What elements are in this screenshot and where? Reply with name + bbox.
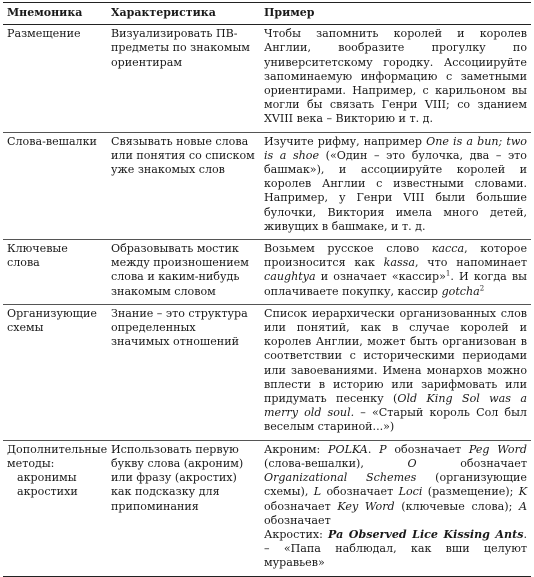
text-run: – «Старый король Сол был веселым стариной...») [264, 406, 527, 434]
cell-mnemonic: Ключевые слова [7, 242, 68, 270]
mnemonics-table [3, 2, 531, 577]
text-run-italic: A [518, 499, 527, 513]
text-run: Акростих: [264, 527, 329, 541]
text-run: (организующие схемы), [264, 471, 527, 499]
header-characteristic: Характеристика [111, 6, 216, 19]
text-run-italic: caughtya [264, 270, 316, 284]
header-example: Пример [264, 6, 315, 19]
text-run-italic: O [407, 456, 417, 470]
text-run-italic: Old King Sol was a merry old soul. [264, 392, 527, 420]
cell-mnemonic [3, 440, 107, 576]
mnemonic-sublabel: акростихи [17, 485, 78, 499]
text-run: . – «Папа наблюдал, как вши целуют муравьев» [264, 527, 527, 570]
text-run-italic: касса [431, 242, 465, 256]
cell-characteristic: Использовать первую букву слова (акроним) или фразу (акростих) как подсказку для припоминания [111, 442, 244, 513]
text-run: , которое произносится как [264, 242, 528, 270]
table-header-row [3, 3, 531, 25]
cell-characteristic: Визуализировать ПВ-предметы по знакомым ориентирам [111, 27, 250, 69]
table-row [3, 240, 531, 305]
text-run-italic: Loci [398, 485, 423, 499]
text-run-italic: One is a bun; two is a shoe [264, 134, 527, 162]
cell-characteristic: Связывать новые слова или понятия со списком уже знакомых слов [111, 134, 255, 177]
cell-characteristic: Знание – это структура определенных значимых отношений [111, 306, 248, 349]
text-run: Изучите рифму, например [264, 134, 427, 148]
table-row [3, 25, 531, 132]
cell-mnemonic: Организующие схемы [7, 306, 97, 335]
footnote-mark: 1 [445, 269, 451, 278]
text-run-italic: kassa [383, 256, 415, 270]
text-run-italic: gotcha [441, 284, 480, 298]
text-run-italic: P [379, 442, 387, 456]
cell-example [260, 132, 531, 239]
footnote-mark: 2 [479, 283, 485, 292]
text-run: . [367, 442, 380, 456]
cell-characteristic: Образовывать мостик между произношением слова и каким-нибудь знакомым словом [111, 242, 249, 298]
text-run: Возьмем русское слово [264, 242, 432, 256]
cell-example [260, 304, 531, 440]
text-run: обозначает [321, 485, 399, 499]
text-run: (размещение); [422, 485, 519, 499]
cell-mnemonic: Слова-вешалки [7, 134, 97, 148]
cell-example [260, 240, 531, 305]
text-run: обозначает [386, 442, 469, 456]
cell-example: Чтобы запомнить королей и королев Англии, вообразите прогулку по университетскому городку. Ассоциируйте запоминаемую информацию с заметными ориентирами. Например, с карильоном вы могли бы связать Генри VIII; со зданием XVIII века – Викторию и т. д. [264, 27, 527, 126]
text-run-italic: Key Word [337, 499, 395, 513]
text-run: обозначает [264, 499, 338, 513]
text-run: обозначает [264, 513, 331, 527]
text-run: и означает «кассир» [315, 270, 446, 284]
table-row [3, 304, 531, 440]
text-run: Акроним: [264, 442, 329, 456]
text-run: (ключевые слова); [394, 499, 519, 513]
text-run: (слова-вешалки), [264, 456, 408, 470]
cell-mnemonic: Размещение [7, 27, 81, 41]
text-run: обозначает [416, 456, 527, 470]
text-run: . И когда вы оплачиваете покупку, кассир [264, 270, 527, 298]
header-mnemonic: Мнемоника [7, 6, 83, 19]
text-run: , что напоминает [415, 256, 528, 270]
text-run-italic: Peg Word [468, 442, 527, 456]
text-run-italic: POLKA [328, 442, 368, 456]
mnemonic-label: Дополнительные методы: [7, 442, 108, 470]
text-run-italic: L [313, 485, 322, 499]
acrostic-paragraph [264, 528, 527, 571]
text-run: («Один – это булочка, два – это башмак»), и ассоциируйте королей и королев Англии с известными словами. Например, у Генри VIII были большие булочки, Виктория имела много детей, живущих в башмаке, и т. д. [264, 148, 527, 233]
text-run: Список иерархически организованных слов или понятий, как в случае королей и королев Англии, может быть организован в соответствии с историческими периодами или завоеваниями. Имена монархов можно вплести в историю или зарифмовать или придумать песенку ( [264, 306, 527, 406]
text-run-italic: Organizational Schemes [264, 471, 417, 485]
text-run-bold-italic: Pa Observed Lice Kissing Ants [328, 527, 524, 541]
table-row [3, 440, 531, 576]
cell-example [260, 440, 531, 576]
text-run-italic: K [518, 485, 528, 499]
mnemonic-sublabel: акронимы [17, 471, 77, 485]
acronym-paragraph [264, 443, 527, 528]
table-row [3, 132, 531, 239]
